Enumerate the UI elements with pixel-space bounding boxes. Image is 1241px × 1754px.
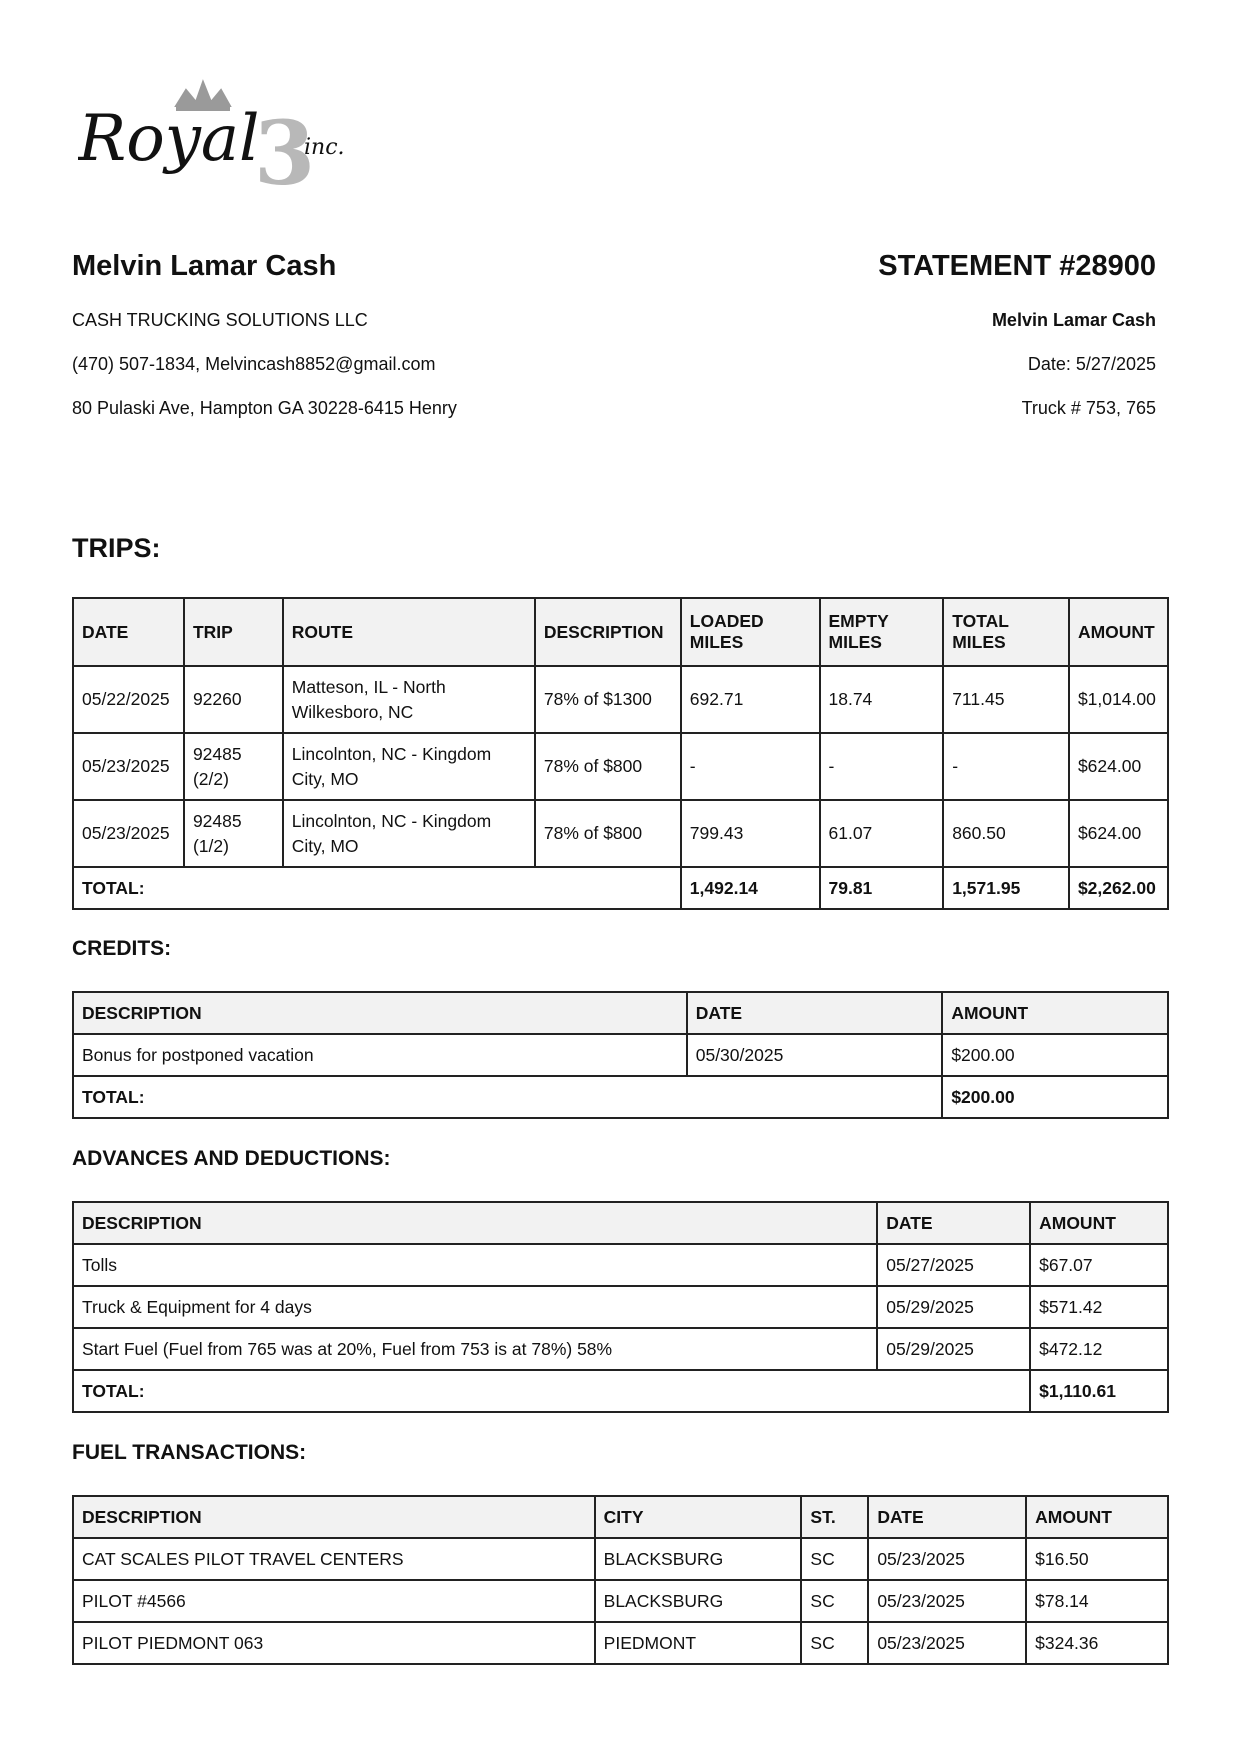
deductions-title: ADVANCES AND DEDUCTIONS: xyxy=(72,1147,391,1170)
cell: $1,014.00 xyxy=(1069,666,1168,733)
deductions-table xyxy=(72,1201,1169,1413)
cell: Matteson, IL - North Wilkesboro, NC xyxy=(283,666,535,733)
cell: BLACKSBURG xyxy=(595,1580,802,1622)
table-row xyxy=(73,1286,1168,1328)
cell: 78% of $1300 xyxy=(535,666,681,733)
cell: 92260 xyxy=(184,666,283,733)
total-row xyxy=(73,1076,1168,1118)
total-label: TOTAL: xyxy=(73,1370,1030,1412)
col-route: ROUTE xyxy=(283,598,535,666)
cell: SC xyxy=(801,1538,868,1580)
cell: 05/27/2025 xyxy=(877,1244,1030,1286)
col-total-miles: TOTAL MILES xyxy=(943,598,1069,666)
col-description: DESCRIPTION xyxy=(73,1202,877,1244)
cell: Start Fuel (Fuel from 765 was at 20%, Fuel from 753 is at 78%) 58% xyxy=(73,1328,877,1370)
col-description: DESCRIPTION xyxy=(73,992,687,1034)
cell: $324.36 xyxy=(1026,1622,1168,1664)
statement-name: Melvin Lamar Cash xyxy=(991,310,1156,330)
cell: - xyxy=(820,733,944,800)
driver-name: Melvin Lamar Cash xyxy=(72,250,337,282)
cell: 78% of $800 xyxy=(535,733,681,800)
company-name: CASH TRUCKING SOLUTIONS LLC xyxy=(72,310,368,330)
cell: Lincolnton, NC - Kingdom City, MO xyxy=(283,733,535,800)
total-amount: $1,110.61 xyxy=(1030,1370,1168,1412)
cell: BLACKSBURG xyxy=(595,1538,802,1580)
cell: $624.00 xyxy=(1069,800,1168,867)
table-row xyxy=(73,1328,1168,1370)
address: 80 Pulaski Ave, Hampton GA 30228-6415 Henry xyxy=(72,398,457,418)
cell: PIEDMONT xyxy=(595,1622,802,1664)
cell: $624.00 xyxy=(1069,733,1168,800)
contact-info: (470) 507-1834, Melvincash8852@gmail.com xyxy=(72,354,436,374)
total-miles: 1,571.95 xyxy=(943,867,1069,909)
table-row xyxy=(73,1622,1168,1664)
statement-title: STATEMENT #28900 xyxy=(878,250,1156,282)
cell: 05/23/2025 xyxy=(868,1538,1026,1580)
cell: 78% of $800 xyxy=(535,800,681,867)
cell: 692.71 xyxy=(681,666,820,733)
table-header-row xyxy=(73,1496,1168,1538)
col-amount: AMOUNT xyxy=(1069,598,1168,666)
cell: 05/30/2025 xyxy=(687,1034,943,1076)
col-amount: AMOUNT xyxy=(1026,1496,1168,1538)
table-header-row xyxy=(73,1202,1168,1244)
col-date: DATE xyxy=(73,598,184,666)
cell: 799.43 xyxy=(681,800,820,867)
col-state: ST. xyxy=(801,1496,868,1538)
cell: 61.07 xyxy=(820,800,944,867)
cell: 711.45 xyxy=(943,666,1069,733)
col-amount: AMOUNT xyxy=(942,992,1168,1034)
cell: SC xyxy=(801,1622,868,1664)
cell: Tolls xyxy=(73,1244,877,1286)
cell: 05/23/2025 xyxy=(868,1622,1026,1664)
cell: 05/23/2025 xyxy=(73,733,184,800)
total-label: TOTAL: xyxy=(73,1076,942,1118)
cell: 92485 (1/2) xyxy=(184,800,283,867)
col-trip: TRIP xyxy=(184,598,283,666)
table-header-row xyxy=(73,992,1168,1034)
col-date: DATE xyxy=(877,1202,1030,1244)
logo-name: Royal xyxy=(78,102,260,176)
cell: PILOT #4566 xyxy=(73,1580,595,1622)
table-row xyxy=(73,1244,1168,1286)
cell: $200.00 xyxy=(942,1034,1168,1076)
cell: 18.74 xyxy=(820,666,944,733)
col-loaded-miles: LOADED MILES xyxy=(681,598,820,666)
cell: $67.07 xyxy=(1030,1244,1168,1286)
cell: 05/29/2025 xyxy=(877,1286,1030,1328)
cell: 05/22/2025 xyxy=(73,666,184,733)
cell: 860.50 xyxy=(943,800,1069,867)
cell: 05/23/2025 xyxy=(73,800,184,867)
company-logo xyxy=(78,76,388,192)
cell: Lincolnton, NC - Kingdom City, MO xyxy=(283,800,535,867)
total-amount: $2,262.00 xyxy=(1069,867,1168,909)
col-empty-miles: EMPTY MILES xyxy=(820,598,944,666)
trips-table xyxy=(72,597,1169,910)
table-row xyxy=(73,733,1168,800)
fuel-table xyxy=(72,1495,1169,1665)
cell: CAT SCALES PILOT TRAVEL CENTERS xyxy=(73,1538,595,1580)
col-city: CITY xyxy=(595,1496,802,1538)
col-date: DATE xyxy=(687,992,943,1034)
total-label: TOTAL: xyxy=(73,867,681,909)
cell: $78.14 xyxy=(1026,1580,1168,1622)
cell: $16.50 xyxy=(1026,1538,1168,1580)
cell: $472.12 xyxy=(1030,1328,1168,1370)
fuel-title: FUEL TRANSACTIONS: xyxy=(72,1441,307,1464)
cell: Bonus for postponed vacation xyxy=(73,1034,687,1076)
table-header-row xyxy=(73,598,1168,666)
table-row xyxy=(73,800,1168,867)
table-row xyxy=(73,666,1168,733)
trips-title: TRIPS: xyxy=(72,533,161,563)
col-amount: AMOUNT xyxy=(1030,1202,1168,1244)
statement-date: Date: 5/27/2025 xyxy=(1027,354,1156,374)
logo-suffix: inc. xyxy=(304,135,345,160)
truck-numbers: Truck # 753, 765 xyxy=(1021,398,1156,418)
cell: $571.42 xyxy=(1030,1286,1168,1328)
table-row xyxy=(73,1034,1168,1076)
col-description: DESCRIPTION xyxy=(73,1496,595,1538)
cell: Truck & Equipment for 4 days xyxy=(73,1286,877,1328)
col-description: DESCRIPTION xyxy=(535,598,681,666)
total-loaded-miles: 1,492.14 xyxy=(681,867,820,909)
total-row xyxy=(73,1370,1168,1412)
col-date: DATE xyxy=(868,1496,1026,1538)
total-empty-miles: 79.81 xyxy=(820,867,944,909)
credits-title: CREDITS: xyxy=(72,937,172,960)
cell: - xyxy=(943,733,1069,800)
table-row xyxy=(73,1580,1168,1622)
total-amount: $200.00 xyxy=(942,1076,1168,1118)
cell: - xyxy=(681,733,820,800)
cell: PILOT PIEDMONT 063 xyxy=(73,1622,595,1664)
cell: SC xyxy=(801,1580,868,1622)
cell: 92485 (2/2) xyxy=(184,733,283,800)
logo-mark-3: 3 xyxy=(254,101,316,192)
total-row xyxy=(73,867,1168,909)
credits-table xyxy=(72,991,1169,1119)
cell: 05/29/2025 xyxy=(877,1328,1030,1370)
cell: 05/23/2025 xyxy=(868,1580,1026,1622)
table-row xyxy=(73,1538,1168,1580)
